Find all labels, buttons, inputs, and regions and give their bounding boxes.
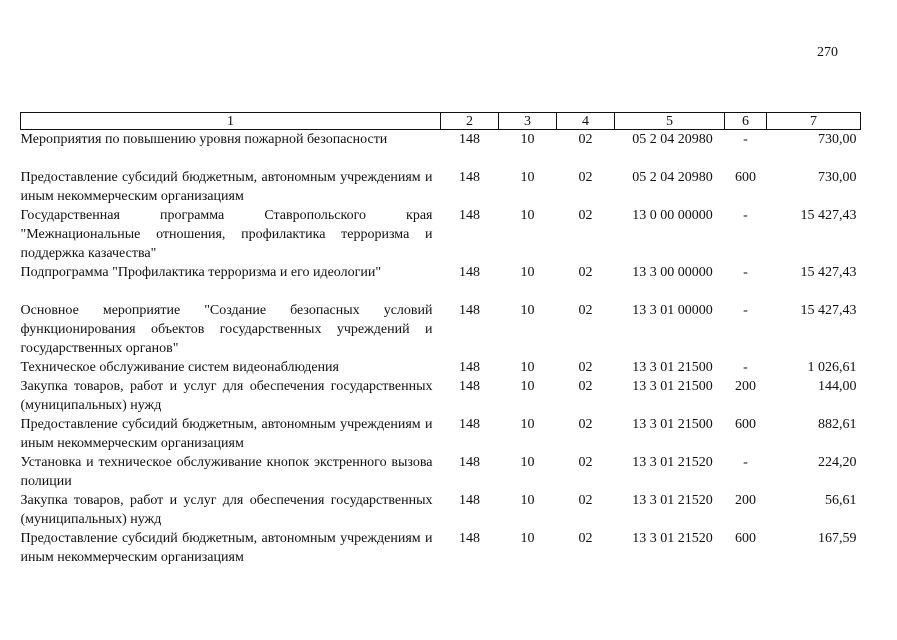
row-amount: 15 427,43 [800, 265, 857, 280]
row-code-3: 10 [520, 132, 535, 147]
row-code-4: 02 [578, 531, 593, 546]
row-code-4: 02 [578, 265, 593, 280]
row-code-6: - [743, 132, 748, 147]
table-row [21, 206, 861, 263]
row-code-5: 13 3 01 00000 [632, 303, 713, 318]
row-code-3: 10 [520, 379, 535, 394]
row-name: Предоставление субсидий бюджетным, автономным учреждениям и иным некоммерческим организациям [20, 170, 433, 204]
row-code-6: - [743, 303, 748, 318]
row-code-6: 600 [735, 170, 756, 185]
row-code-4: 02 [578, 379, 593, 394]
column-header-4: 4 [557, 113, 615, 130]
row-code-2: 148 [459, 360, 480, 375]
row-code-2: 148 [459, 132, 480, 147]
row-name: Техническое обслуживание систем видеонаблюдения [20, 360, 339, 375]
row-code-4: 02 [578, 417, 593, 432]
row-code-6: - [743, 208, 748, 223]
row-code-5: 13 3 00 00000 [632, 265, 713, 280]
row-amount: 1 026,61 [807, 360, 857, 375]
column-header-3: 3 [499, 113, 557, 130]
row-amount: 730,00 [818, 132, 857, 147]
row-name: Предоставление субсидий бюджетным, автономным учреждениям и иным некоммерческим организациям [20, 417, 433, 451]
table-row [21, 263, 861, 301]
table-row [21, 491, 861, 529]
row-code-4: 02 [578, 170, 593, 185]
row-code-5: 13 3 01 21500 [632, 379, 713, 394]
row-amount: 882,61 [818, 417, 857, 432]
column-header-6: 6 [725, 113, 767, 130]
row-code-5: 05 2 04 20980 [632, 170, 713, 185]
row-code-5: 13 3 01 21520 [632, 455, 713, 470]
row-code-2: 148 [459, 170, 480, 185]
row-amount: 56,61 [825, 493, 857, 508]
table-row [21, 529, 861, 567]
column-header-7: 7 [767, 113, 861, 130]
row-code-3: 10 [520, 417, 535, 432]
table-row [21, 415, 861, 453]
row-code-3: 10 [520, 360, 535, 375]
row-code-6: - [743, 455, 748, 470]
row-code-4: 02 [578, 493, 593, 508]
row-code-5: 13 3 01 21500 [632, 360, 713, 375]
budget-table [20, 112, 861, 567]
row-code-2: 148 [459, 493, 480, 508]
row-code-5: 05 2 04 20980 [632, 132, 713, 147]
row-code-2: 148 [459, 379, 480, 394]
column-header-1: 1 [21, 113, 441, 130]
row-code-2: 148 [459, 208, 480, 223]
row-code-5: 13 3 01 21500 [632, 417, 713, 432]
row-amount: 167,59 [818, 531, 857, 546]
row-name: Закупка товаров, работ и услуг для обеспечения государственных (муниципальных) нужд [20, 493, 433, 527]
row-code-3: 10 [520, 208, 535, 223]
row-code-4: 02 [578, 360, 593, 375]
row-amount: 730,00 [818, 170, 857, 185]
row-code-4: 02 [578, 208, 593, 223]
row-code-4: 02 [578, 303, 593, 318]
row-code-6: 600 [735, 531, 756, 546]
row-code-2: 148 [459, 417, 480, 432]
row-amount: 144,00 [818, 379, 857, 394]
table-row [21, 301, 861, 358]
row-code-6: 200 [735, 379, 756, 394]
table-row [21, 168, 861, 206]
row-code-2: 148 [459, 531, 480, 546]
table-row [21, 453, 861, 491]
row-code-6: 200 [735, 493, 756, 508]
row-code-5: 13 3 01 21520 [632, 493, 713, 508]
table-row [21, 358, 861, 377]
table-row [21, 130, 861, 169]
row-name: Закупка товаров, работ и услуг для обеспечения государственных (муниципальных) нужд [20, 379, 433, 413]
row-code-6: - [743, 265, 748, 280]
row-name: Подпрограмма "Профилактика терроризма и его идеологии" [20, 265, 382, 280]
table-row [21, 377, 861, 415]
row-code-5: 13 3 01 21520 [632, 531, 713, 546]
row-name: Мероприятия по повышению уровня пожарной безопасности [20, 132, 388, 147]
row-amount: 15 427,43 [800, 208, 857, 223]
row-code-3: 10 [520, 531, 535, 546]
row-name: Государственная программа Ставропольского края "Межнациональные отношения, профилактика терроризма и поддержка казачества" [20, 208, 433, 261]
column-header-5: 5 [615, 113, 725, 130]
row-code-5: 13 0 00 00000 [632, 208, 713, 223]
row-code-3: 10 [520, 303, 535, 318]
row-code-3: 10 [520, 455, 535, 470]
row-amount: 224,20 [818, 455, 857, 470]
row-code-3: 10 [520, 493, 535, 508]
row-code-2: 148 [459, 455, 480, 470]
row-name: Основное мероприятие "Создание безопасных условий функционирования объектов государственных учреждений и государственных органов" [20, 303, 433, 356]
row-code-2: 148 [459, 303, 480, 318]
row-code-2: 148 [459, 265, 480, 280]
row-name: Установка и техническое обслуживание кнопок экстренного вызова полиции [20, 455, 433, 489]
row-amount: 15 427,43 [800, 303, 857, 318]
column-header-2: 2 [441, 113, 499, 130]
row-code-6: 600 [735, 417, 756, 432]
page-number: 270 [817, 45, 838, 60]
header-row [21, 113, 861, 130]
row-code-4: 02 [578, 132, 593, 147]
row-code-6: - [743, 360, 748, 375]
row-name: Предоставление субсидий бюджетным, автономным учреждениям и иным некоммерческим организациям [20, 531, 433, 565]
row-code-3: 10 [520, 170, 535, 185]
row-code-4: 02 [578, 455, 593, 470]
row-code-3: 10 [520, 265, 535, 280]
